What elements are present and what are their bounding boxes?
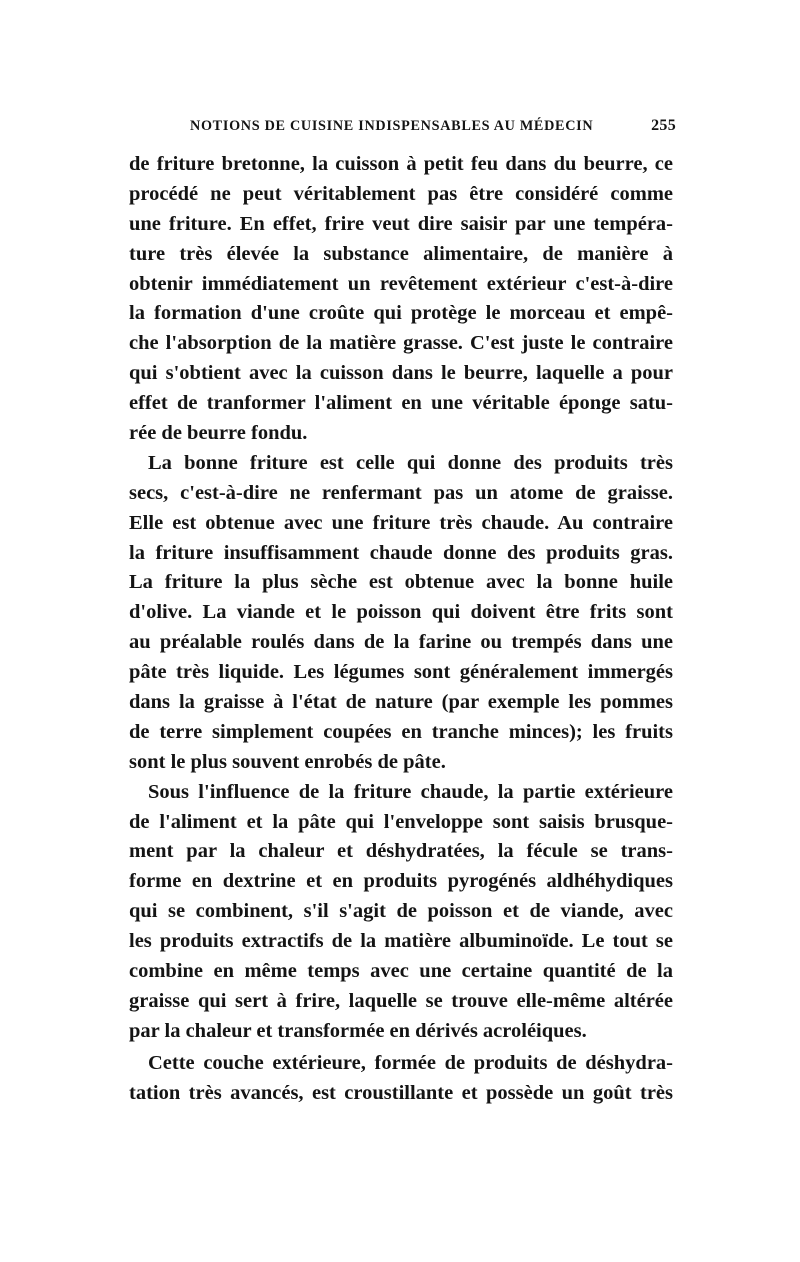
text-line: La bonne friture est celle qui donne des produits très (148, 451, 673, 474)
text-line: dans la graisse à l'état de nature (par exemple les pommes (129, 691, 673, 714)
running-header (128, 118, 676, 140)
text-line: au préalable roulés dans de la farine ou trempés dans une (129, 631, 673, 654)
text-line: La friture la plus sèche est obtenue avec la bonne huile (129, 571, 673, 594)
text-line: procédé ne peut véritablement pas être considéré comme (129, 182, 673, 205)
text-line: rée de beurre fondu. (129, 422, 308, 445)
text-line: combine en même temps avec une certaine quantité de la (129, 960, 673, 983)
text-line: de friture bretonne, la cuisson à petit feu dans du beurre, ce (129, 153, 673, 175)
text-line: tation très avancés, est croustillante et possède un goût très (129, 1081, 673, 1104)
text-line: graisse qui sert à frire, laquelle se trouve elle-même altérée (129, 989, 673, 1012)
text-line: qui se combinent, s'il s'agit de poisson et de viande, avec (129, 900, 673, 923)
text-line: la formation d'une croûte qui protège le morceau et empê- (129, 302, 673, 325)
text-line: pâte très liquide. Les légumes sont généralement immergés (129, 661, 673, 684)
text-line: ture très élevée la substance alimentaire, de manière à (129, 242, 673, 265)
text-line: de l'aliment et la pâte qui l'enveloppe sont saisis brusque- (129, 810, 673, 833)
text-line: Sous l'influence de la friture chaude, la partie extérieure (148, 780, 673, 803)
text-line: sont le plus souvent enrobés de pâte. (129, 750, 446, 773)
text-line: une friture. En effet, frire veut dire saisir par une tempéra- (129, 212, 673, 235)
text-line: les produits extractifs de la matière albuminoïde. Le tout se (129, 930, 673, 953)
text-line: par la chaleur et transformée en dérivés acroléiques. (129, 1019, 587, 1042)
text-line: che l'absorption de la matière grasse. C'est juste le contraire (129, 332, 673, 355)
paragraph (129, 778, 673, 1047)
text-line: Elle est obtenue avec une friture très chaude. Au contraire (129, 511, 673, 534)
text-line: qui s'obtient avec la cuisson dans le beurre, laquelle a pour (129, 362, 673, 385)
text-line: forme en dextrine et en produits pyrogénés aldhéhydiques (129, 870, 673, 893)
text-line: secs, c'est-à-dire ne renfermant pas un atome de graisse. (129, 481, 673, 504)
page-number: 255 (651, 117, 676, 134)
paragraph (129, 150, 673, 449)
text-line: obtenir immédiatement un revêtement extérieur c'est-à-dire (129, 272, 673, 295)
text-line: d'olive. La viande et le poisson qui doivent être frits sont (129, 601, 673, 624)
text-line: ment par la chaleur et déshydratées, la fécule se trans- (129, 840, 673, 863)
text-line: la friture insuffisamment chaude donne des produits gras. (129, 541, 673, 564)
paragraph (129, 449, 673, 778)
paragraph (129, 1049, 673, 1109)
text-line: effet de tranformer l'aliment en une véritable éponge satu- (129, 392, 673, 415)
text-line: Cette couche extérieure, formée de produits de déshydra- (148, 1051, 673, 1074)
body-text (129, 150, 673, 1109)
text-line: de terre simplement coupées en tranche minces); les fruits (129, 720, 673, 743)
running-title: NOTIONS DE CUISINE INDISPENSABLES AU MÉDECIN (190, 118, 594, 134)
